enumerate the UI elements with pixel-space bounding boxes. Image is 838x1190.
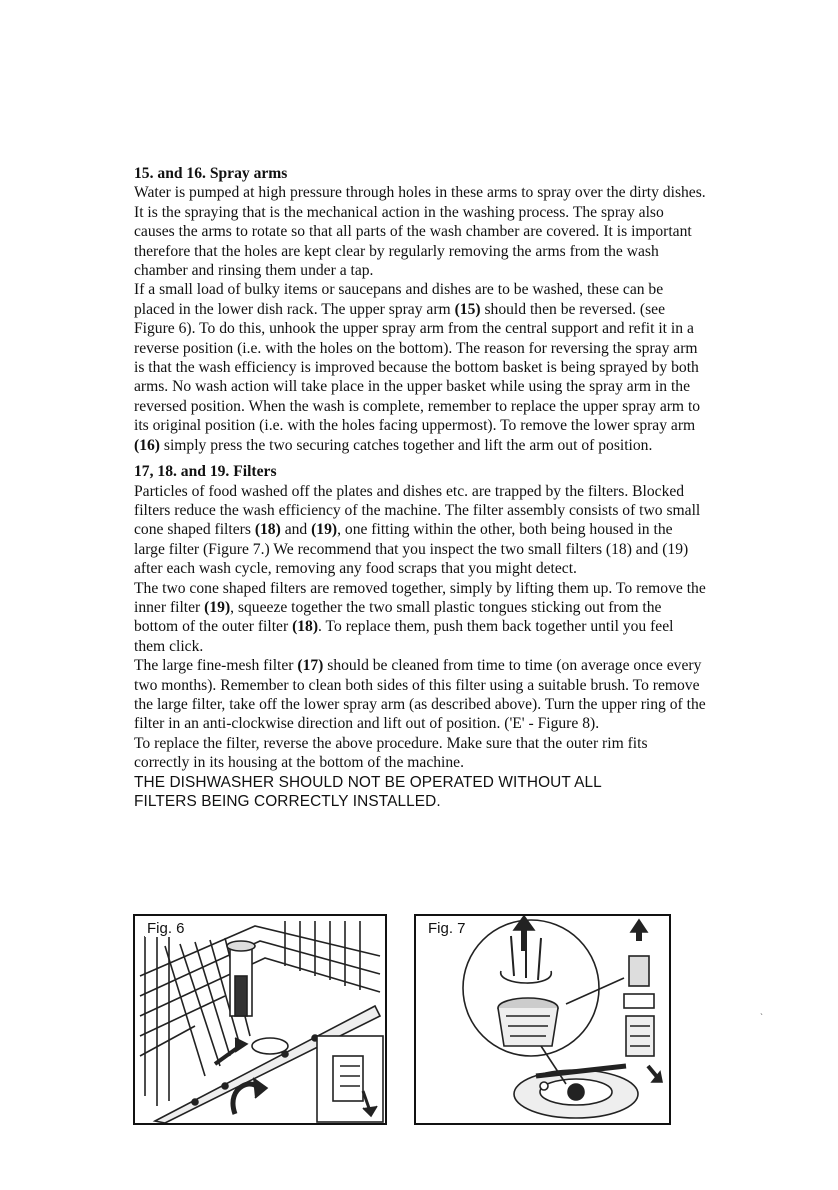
text-run: If a small load of bulky items or saucepans and dishes are to be washed, these can be placed in the lower dish rack. The upper spray arm xyxy=(134,281,664,318)
figure-7 xyxy=(414,914,671,1125)
text-run: , one fitting within the other, both being housed in the large filter (Figure 7.) We recommend that you inspect the two small filters (18) and (19) after each wash cycle, removing any food scraps that you might detect. xyxy=(134,521,689,578)
text-run: The large fine-mesh filter xyxy=(134,657,298,675)
paragraph xyxy=(134,280,706,455)
section-heading: 15. and 16. Spray arms xyxy=(134,165,288,182)
bold-reference: (15) xyxy=(454,300,481,318)
text-run: Particles of food washed off the plates and dishes etc. are trapped by the filters. Blocked filters reduce the wash efficiency of the machine. The filter assembly consists of two small cone shaped filters xyxy=(134,482,701,539)
text-run: should be cleaned from time to time (on average once every two months). Remember to clean both sides of this filter using a suitable brush. To remove the large filter, take off the lower spray arm (as described above). Turn the upper ring of the filter in an anti-clockwise direction and lift out of position. ('E' - Figure 8). xyxy=(134,657,706,733)
text-run: , squeeze together the two small plastic tongues sticking out from the bottom of the outer filter xyxy=(134,598,662,636)
section-heading: 17, 18. and 19. Filters xyxy=(134,463,277,481)
bold-reference: (19) xyxy=(204,598,231,616)
bold-reference: (16) xyxy=(134,436,160,454)
figure-label: Fig. 7 xyxy=(428,920,466,937)
figure-label: Fig. 6 xyxy=(147,920,185,937)
bold-reference: (18) xyxy=(292,618,319,636)
paragraph xyxy=(134,734,706,773)
filter-illustration xyxy=(416,916,669,1123)
text-run: To replace the filter, reverse the above procedure. Make sure that the outer rim fits correctly in its housing at the bottom of the machine. xyxy=(134,734,648,772)
paragraph xyxy=(134,183,706,280)
scan-mark: ` xyxy=(760,1012,763,1022)
bold-reference: (17) xyxy=(297,657,324,675)
text-run: simply press the two securing catches together and lift the arm out of position. xyxy=(159,436,653,454)
section-filters xyxy=(134,462,706,811)
paragraph xyxy=(134,656,706,734)
manual-text xyxy=(134,164,706,811)
paragraph xyxy=(134,482,706,579)
text-run: The two cone shaped filters are removed together, simply by lifting them up. To remove the inner filter xyxy=(134,579,706,616)
text-run: . To replace them, push them back together until you feel them click. xyxy=(134,618,674,655)
text-run: Water is pumped at high pressure through holes in these arms to spray over the dirty dishes. It is the spraying that is the mechanical action in the washing process. The spray also causes the arms to rotate so that all parts of the wash chamber are covered. It is important therefore that the holes are kept clear by regularly removing the arms from the wash chamber and rinsing them under a tap. xyxy=(134,184,706,280)
bold-reference: (19) xyxy=(311,521,338,539)
figure-6 xyxy=(133,914,387,1125)
text-run: should then be reversed. (see Figure 6). To do this, unhook the upper spray arm from the central support and refit it in a reverse position (i.e. with the holes on the bottom). The reason for reversing the spray arm is that the wash efficiency is improved because the bottom basket is being sprayed by both arms. No wash action will take place in the upper basket while using the spray arm in the reversed position. When the wash is complete, remember to replace the upper spray arm to its original position (i.e. with the holes facing uppermost). To remove the lower spray arm xyxy=(134,300,701,435)
warning-line: THE DISHWASHER SHOULD NOT BE OPERATED WITHOUT ALL xyxy=(134,773,602,791)
text-run: and xyxy=(280,521,312,539)
paragraph xyxy=(134,579,706,657)
warning-line: FILTERS BEING CORRECTLY INSTALLED. xyxy=(134,793,441,810)
section-spray-arms xyxy=(134,164,706,455)
bold-reference: (18) xyxy=(254,521,281,539)
spray-arm-illustration xyxy=(135,916,385,1123)
